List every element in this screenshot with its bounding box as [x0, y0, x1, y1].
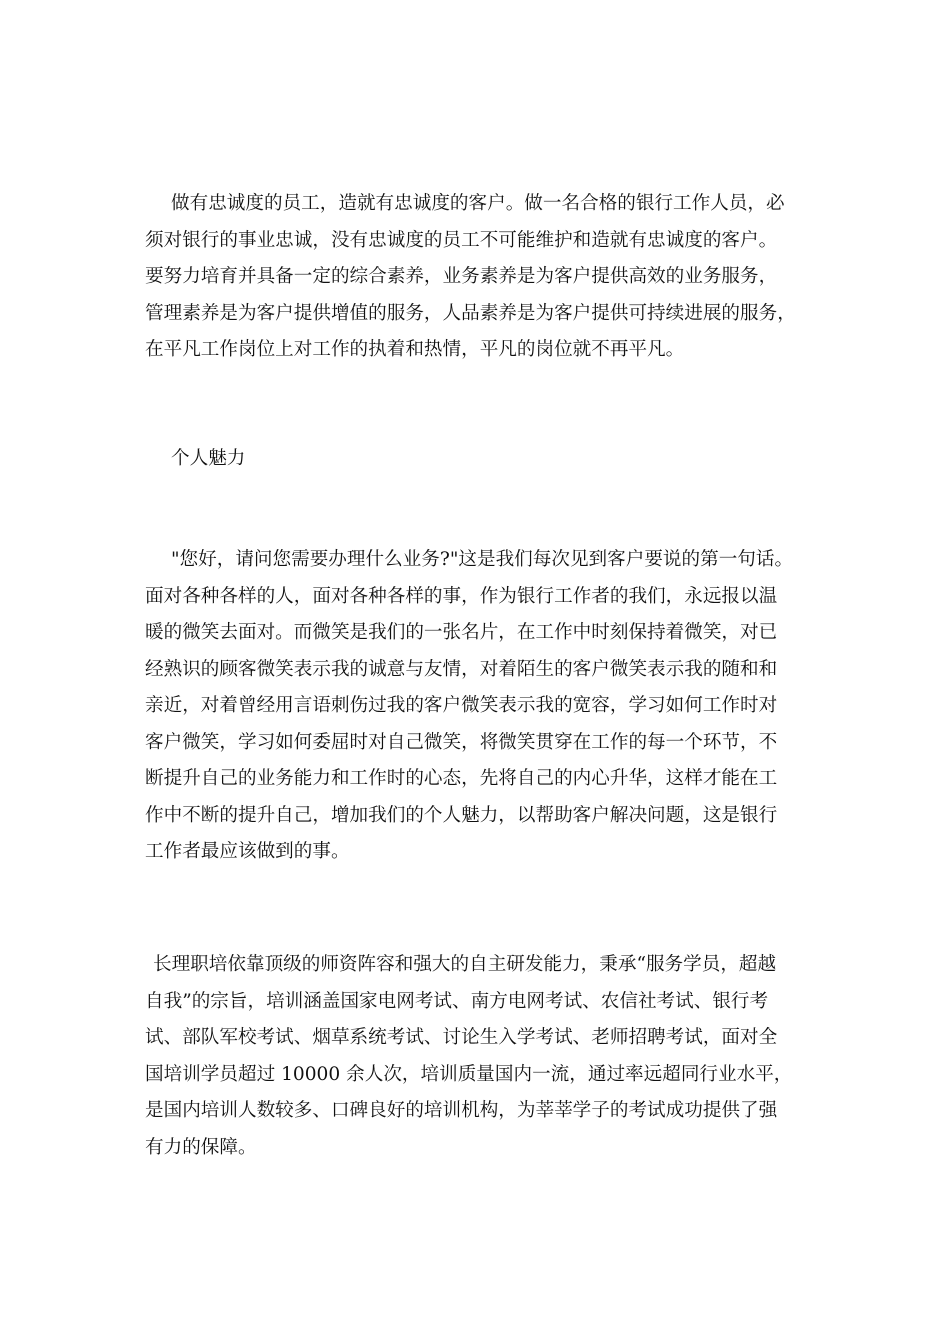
paragraph-line: 亲近，对着曾经用言语刺伤过我的客户微笑表示我的宽容，学习如何工作时对: [145, 695, 778, 716]
paragraph-line: 作中不断的提升自己，增加我们的个人魅力，以帮助客户解决问题，这是银行: [145, 804, 778, 826]
paragraph-line: 做有忠诚度的员工，造就有忠诚度的客户。做一名合格的银行工作人员，必: [171, 193, 785, 214]
paragraph-line: 国培训学员超过 10000 余人次，培训质量国内一流，通过率远超同行业水平，: [145, 1063, 793, 1085]
paragraph-line: 面对各种各样的人，面对各种各样的事，作为银行工作者的我们，永远报以温: [145, 585, 778, 607]
paragraph-line: 试、部队军校考试、烟草系统考试、讨论生入学考试、老师招聘考试，面对全: [145, 1027, 778, 1048]
paragraph-line: 长理职培依靠顶级的师资阵容和强大的自主研发能力，秉承“服务学员，超越: [153, 954, 777, 975]
paragraph-line: 工作者最应该做到的事。: [145, 841, 350, 862]
paragraph-line: 客户微笑，学习如何委屈时对自己微笑，将微笑贯穿在工作的每一个环节，不: [145, 731, 778, 753]
paragraph-line: 暖的微笑去面对。而微笑是我们的一张名片，在工作中时刻保持着微笑，对已: [145, 622, 778, 643]
paragraph-line: 断提升自己的业务能力和工作时的心态，先将自己的内心升华，这样才能在工: [145, 768, 778, 789]
paragraph-line: 是国内培训人数较多、口碑良好的培训机构，为莘莘学子的考试成功提供了强: [145, 1100, 778, 1121]
paragraph-line: 有力的保障。: [145, 1136, 257, 1158]
paragraph-line: "您好，请问您需要办理什么业务?"这是我们每次见到客户要说的第一句话。: [171, 549, 794, 570]
paragraph-charm: [145, 542, 810, 871]
paragraph-line: 在平凡工作岗位上对工作的执着和热情，平凡的岗位就不再平凡。: [145, 339, 685, 360]
paragraph-training-ad: [145, 947, 810, 1166]
paragraph-line: 管理素养是为客户提供增值的服务，人品素养是为客户提供可持续进展的服务，: [145, 302, 796, 324]
paragraph-loyalty: [145, 186, 810, 369]
paragraph-line: 经熟识的顾客微笑表示我的诚意与友情，对着陌生的客户微笑表示我的随和和: [145, 658, 778, 680]
heading-text: 个人魅力: [171, 448, 246, 469]
section-heading: [145, 441, 810, 478]
paragraph-line: 须对银行的事业忠诚，没有忠诚度的员工不可能维护和造就有忠诚度的客户。: [145, 229, 778, 251]
paragraph-line: 要努力培育并具备一定的综合素养，业务素养是为客户提供高效的业务服务，: [145, 266, 778, 287]
paragraph-line: 自我”的宗旨，培训涵盖国家电网考试、南方电网考试、农信社考试、银行考: [145, 990, 769, 1012]
